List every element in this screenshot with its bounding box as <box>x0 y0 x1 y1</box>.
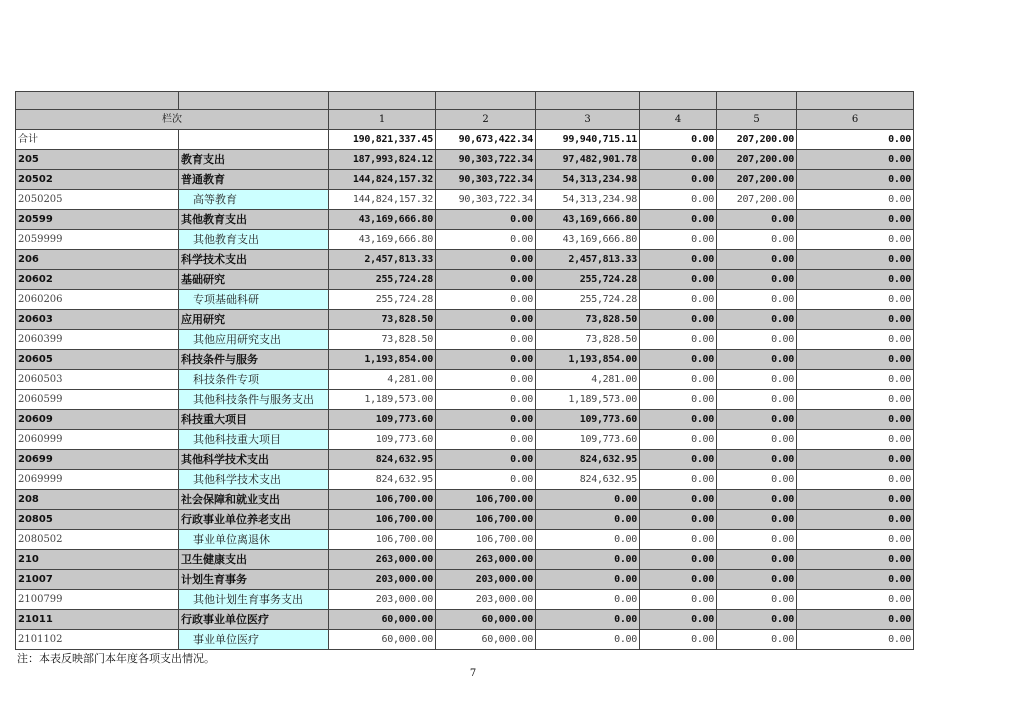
amount-cell-col-5: 0.00 <box>717 590 797 610</box>
subject-name-cell: 计划生育事务 <box>179 570 329 590</box>
amount-cell-col-5: 0.00 <box>717 510 797 530</box>
amount-cell-col-5: 0.00 <box>717 430 797 450</box>
subject-code-cell: 2060999 <box>16 430 179 450</box>
category-row <box>16 490 914 510</box>
blank-cell <box>640 92 717 110</box>
subject-code-cell: 21007 <box>16 570 179 590</box>
subject-name-cell: 普通教育 <box>179 170 329 190</box>
category-row <box>16 170 914 190</box>
category-row <box>16 610 914 630</box>
amount-cell-col-2: 0.00 <box>436 310 536 330</box>
amount-cell-col-5: 207,200.00 <box>717 190 797 210</box>
subject-code-cell: 2100799 <box>16 590 179 610</box>
amount-cell-col-4: 0.00 <box>640 530 717 550</box>
subject-name-cell: 社会保障和就业支出 <box>179 490 329 510</box>
subject-name-cell: 科学技术支出 <box>179 250 329 270</box>
subject-name-cell: 行政事业单位养老支出 <box>179 510 329 530</box>
blank-cell <box>179 92 329 110</box>
amount-cell-col-1: 109,773.60 <box>329 410 436 430</box>
amount-cell-col-5: 0.00 <box>717 210 797 230</box>
amount-cell-col-2: 263,000.00 <box>436 550 536 570</box>
item-row <box>16 470 914 490</box>
amount-cell-col-3: 255,724.28 <box>536 290 640 310</box>
amount-cell-col-6: 0.00 <box>797 390 914 410</box>
amount-cell-col-1: 43,169,666.80 <box>329 210 436 230</box>
amount-cell-col-4: 0.00 <box>640 630 717 650</box>
subject-name-cell: 其他科技重大项目 <box>179 430 329 450</box>
subject-name-cell: 科技条件与服务 <box>179 350 329 370</box>
amount-cell-col-3: 0.00 <box>536 570 640 590</box>
amount-cell-col-1: 190,821,337.45 <box>329 130 436 150</box>
blank-cell <box>797 92 914 110</box>
amount-cell-col-6: 0.00 <box>797 510 914 530</box>
item-row <box>16 230 914 250</box>
amount-cell-col-1: 187,993,824.12 <box>329 150 436 170</box>
amount-cell-col-1: 263,000.00 <box>329 550 436 570</box>
amount-cell-col-5: 0.00 <box>717 370 797 390</box>
amount-cell-col-5: 0.00 <box>717 390 797 410</box>
category-row <box>16 150 914 170</box>
amount-cell-col-4: 0.00 <box>640 190 717 210</box>
amount-cell-col-6: 0.00 <box>797 190 914 210</box>
category-row <box>16 510 914 530</box>
amount-cell-col-6: 0.00 <box>797 210 914 230</box>
amount-cell-col-2: 0.00 <box>436 350 536 370</box>
amount-cell-col-6: 0.00 <box>797 310 914 330</box>
amount-cell-col-1: 1,193,854.00 <box>329 350 436 370</box>
table-footnote: 注：本表反映部门本年度各项支出情况。 <box>17 652 215 665</box>
column-number-2: 2 <box>436 110 536 130</box>
amount-cell-col-5: 0.00 <box>717 330 797 350</box>
amount-cell-col-4: 0.00 <box>640 490 717 510</box>
amount-cell-col-6: 0.00 <box>797 350 914 370</box>
amount-cell-col-2: 60,000.00 <box>436 610 536 630</box>
item-row <box>16 430 914 450</box>
subject-name-cell: 教育支出 <box>179 150 329 170</box>
subject-code-cell: 2101102 <box>16 630 179 650</box>
subject-code-cell: 2060503 <box>16 370 179 390</box>
subject-code-cell: 20609 <box>16 410 179 430</box>
amount-cell-col-1: 109,773.60 <box>329 430 436 450</box>
amount-cell-col-3: 73,828.50 <box>536 330 640 350</box>
amount-cell-col-6: 0.00 <box>797 450 914 470</box>
amount-cell-col-4: 0.00 <box>640 350 717 370</box>
subject-code-cell: 205 <box>16 150 179 170</box>
subject-code-cell: 2069999 <box>16 470 179 490</box>
amount-cell-col-2: 203,000.00 <box>436 590 536 610</box>
blank-cell <box>717 92 797 110</box>
amount-cell-col-5: 0.00 <box>717 470 797 490</box>
amount-cell-col-3: 54,313,234.98 <box>536 190 640 210</box>
amount-cell-col-2: 0.00 <box>436 230 536 250</box>
amount-cell-col-2: 90,673,422.34 <box>436 130 536 150</box>
amount-cell-col-3: 0.00 <box>536 630 640 650</box>
amount-cell-col-1: 60,000.00 <box>329 610 436 630</box>
blank-header-row <box>16 92 914 110</box>
amount-cell-col-6: 0.00 <box>797 230 914 250</box>
expenditure-table <box>15 91 914 650</box>
amount-cell-col-5: 207,200.00 <box>717 150 797 170</box>
amount-cell-col-2: 90,303,722.34 <box>436 170 536 190</box>
amount-cell-col-4: 0.00 <box>640 130 717 150</box>
category-row <box>16 570 914 590</box>
amount-cell-col-2: 0.00 <box>436 430 536 450</box>
amount-cell-col-5: 0.00 <box>717 410 797 430</box>
amount-cell-col-4: 0.00 <box>640 170 717 190</box>
amount-cell-col-1: 144,824,157.32 <box>329 190 436 210</box>
category-row <box>16 350 914 370</box>
amount-cell-col-6: 0.00 <box>797 270 914 290</box>
blank-cell <box>436 92 536 110</box>
category-row <box>16 410 914 430</box>
subject-code-cell: 2060206 <box>16 290 179 310</box>
amount-cell-col-6: 0.00 <box>797 430 914 450</box>
amount-cell-col-2: 203,000.00 <box>436 570 536 590</box>
subject-code-cell: 2060599 <box>16 390 179 410</box>
amount-cell-col-3: 824,632.95 <box>536 450 640 470</box>
subject-name-cell: 事业单位离退休 <box>179 530 329 550</box>
amount-cell-col-6: 0.00 <box>797 470 914 490</box>
amount-cell-col-3: 109,773.60 <box>536 430 640 450</box>
subject-name-cell: 其他科学技术支出 <box>179 470 329 490</box>
item-row <box>16 290 914 310</box>
amount-cell-col-1: 203,000.00 <box>329 570 436 590</box>
amount-cell-col-2: 106,700.00 <box>436 490 536 510</box>
subject-name-cell: 基础研究 <box>179 270 329 290</box>
amount-cell-col-6: 0.00 <box>797 630 914 650</box>
amount-cell-col-4: 0.00 <box>640 270 717 290</box>
item-row <box>16 630 914 650</box>
amount-cell-col-5: 0.00 <box>717 230 797 250</box>
amount-cell-col-5: 0.00 <box>717 630 797 650</box>
amount-cell-col-3: 0.00 <box>536 610 640 630</box>
page-number: 7 <box>469 668 477 679</box>
amount-cell-col-2: 106,700.00 <box>436 530 536 550</box>
item-row <box>16 590 914 610</box>
table-body <box>16 92 914 650</box>
subject-code-cell: 20805 <box>16 510 179 530</box>
amount-cell-col-4: 0.00 <box>640 550 717 570</box>
column-number-1: 1 <box>329 110 436 130</box>
subject-name-cell: 事业单位医疗 <box>179 630 329 650</box>
amount-cell-col-6: 0.00 <box>797 130 914 150</box>
subject-name-cell: 行政事业单位医疗 <box>179 610 329 630</box>
item-row <box>16 190 914 210</box>
amount-cell-col-5: 0.00 <box>717 550 797 570</box>
column-number-5: 5 <box>717 110 797 130</box>
amount-cell-col-3: 54,313,234.98 <box>536 170 640 190</box>
amount-cell-col-4: 0.00 <box>640 370 717 390</box>
amount-cell-col-3: 43,169,666.80 <box>536 210 640 230</box>
subject-name-cell: 其他教育支出 <box>179 230 329 250</box>
amount-cell-col-2: 0.00 <box>436 390 536 410</box>
amount-cell-col-6: 0.00 <box>797 550 914 570</box>
amount-cell-col-6: 0.00 <box>797 490 914 510</box>
amount-cell-col-2: 0.00 <box>436 330 536 350</box>
category-row <box>16 270 914 290</box>
amount-cell-col-6: 0.00 <box>797 590 914 610</box>
amount-cell-col-6: 0.00 <box>797 250 914 270</box>
amount-cell-col-2: 0.00 <box>436 270 536 290</box>
amount-cell-col-5: 207,200.00 <box>717 170 797 190</box>
amount-cell-col-1: 106,700.00 <box>329 490 436 510</box>
subject-code-cell: 20603 <box>16 310 179 330</box>
amount-cell-col-5: 0.00 <box>717 270 797 290</box>
blank-cell <box>536 92 640 110</box>
column-number-6: 6 <box>797 110 914 130</box>
subject-name-cell: 科技重大项目 <box>179 410 329 430</box>
amount-cell-col-3: 1,193,854.00 <box>536 350 640 370</box>
category-row <box>16 550 914 570</box>
amount-cell-col-5: 0.00 <box>717 490 797 510</box>
subject-code-cell: 20605 <box>16 350 179 370</box>
subject-name-cell: 其他科学技术支出 <box>179 450 329 470</box>
amount-cell-col-3: 97,482,901.78 <box>536 150 640 170</box>
amount-cell-col-3: 0.00 <box>536 590 640 610</box>
amount-cell-col-5: 0.00 <box>717 450 797 470</box>
subject-code-cell: 合计 <box>16 130 179 150</box>
subject-name-cell: 其他科技条件与服务支出 <box>179 390 329 410</box>
amount-cell-col-4: 0.00 <box>640 330 717 350</box>
amount-cell-col-4: 0.00 <box>640 430 717 450</box>
amount-cell-col-1: 255,724.28 <box>329 270 436 290</box>
category-row <box>16 310 914 330</box>
amount-cell-col-3: 0.00 <box>536 510 640 530</box>
subject-code-cell: 21011 <box>16 610 179 630</box>
amount-cell-col-6: 0.00 <box>797 530 914 550</box>
amount-cell-col-2: 0.00 <box>436 290 536 310</box>
amount-cell-col-5: 0.00 <box>717 570 797 590</box>
category-row <box>16 450 914 470</box>
amount-cell-col-3: 43,169,666.80 <box>536 230 640 250</box>
amount-cell-col-3: 99,940,715.11 <box>536 130 640 150</box>
subject-code-cell: 20602 <box>16 270 179 290</box>
category-row <box>16 210 914 230</box>
amount-cell-col-1: 203,000.00 <box>329 590 436 610</box>
amount-cell-col-1: 106,700.00 <box>329 530 436 550</box>
amount-cell-col-6: 0.00 <box>797 150 914 170</box>
amount-cell-col-4: 0.00 <box>640 150 717 170</box>
amount-cell-col-2: 0.00 <box>436 470 536 490</box>
amount-cell-col-4: 0.00 <box>640 570 717 590</box>
amount-cell-col-3: 109,773.60 <box>536 410 640 430</box>
column-number-row <box>16 110 914 130</box>
amount-cell-col-1: 43,169,666.80 <box>329 230 436 250</box>
amount-cell-col-2: 0.00 <box>436 450 536 470</box>
amount-cell-col-1: 824,632.95 <box>329 450 436 470</box>
amount-cell-col-1: 144,824,157.32 <box>329 170 436 190</box>
amount-cell-col-6: 0.00 <box>797 610 914 630</box>
subject-code-cell: 208 <box>16 490 179 510</box>
amount-cell-col-1: 106,700.00 <box>329 510 436 530</box>
subject-name-cell: 高等教育 <box>179 190 329 210</box>
amount-cell-col-2: 60,000.00 <box>436 630 536 650</box>
subject-code-cell: 20502 <box>16 170 179 190</box>
amount-cell-col-6: 0.00 <box>797 370 914 390</box>
amount-cell-col-3: 1,189,573.00 <box>536 390 640 410</box>
item-row <box>16 330 914 350</box>
amount-cell-col-2: 90,303,722.34 <box>436 150 536 170</box>
amount-cell-col-2: 0.00 <box>436 410 536 430</box>
column-label-header: 栏次 <box>16 110 329 130</box>
subject-code-cell: 2080502 <box>16 530 179 550</box>
column-number-3: 3 <box>536 110 640 130</box>
subject-name-cell: 应用研究 <box>179 310 329 330</box>
amount-cell-col-1: 60,000.00 <box>329 630 436 650</box>
subject-code-cell: 20599 <box>16 210 179 230</box>
item-row <box>16 390 914 410</box>
amount-cell-col-1: 255,724.28 <box>329 290 436 310</box>
category-row <box>16 250 914 270</box>
amount-cell-col-2: 0.00 <box>436 370 536 390</box>
subject-name-cell: 其他应用研究支出 <box>179 330 329 350</box>
blank-cell <box>329 92 436 110</box>
amount-cell-col-1: 73,828.50 <box>329 310 436 330</box>
subject-name-cell: 卫生健康支出 <box>179 550 329 570</box>
amount-cell-col-4: 0.00 <box>640 390 717 410</box>
amount-cell-col-6: 0.00 <box>797 290 914 310</box>
amount-cell-col-3: 255,724.28 <box>536 270 640 290</box>
subject-name-cell <box>179 130 329 150</box>
amount-cell-col-5: 0.00 <box>717 250 797 270</box>
amount-cell-col-2: 90,303,722.34 <box>436 190 536 210</box>
item-row <box>16 530 914 550</box>
subject-code-cell: 20699 <box>16 450 179 470</box>
amount-cell-col-5: 0.00 <box>717 610 797 630</box>
amount-cell-col-4: 0.00 <box>640 250 717 270</box>
amount-cell-col-3: 0.00 <box>536 550 640 570</box>
amount-cell-col-4: 0.00 <box>640 450 717 470</box>
amount-cell-col-4: 0.00 <box>640 470 717 490</box>
amount-cell-col-1: 73,828.50 <box>329 330 436 350</box>
amount-cell-col-6: 0.00 <box>797 410 914 430</box>
amount-cell-col-4: 0.00 <box>640 210 717 230</box>
subject-code-cell: 2059999 <box>16 230 179 250</box>
amount-cell-col-4: 0.00 <box>640 290 717 310</box>
amount-cell-col-1: 4,281.00 <box>329 370 436 390</box>
amount-cell-col-2: 0.00 <box>436 250 536 270</box>
subject-name-cell: 其他计划生育事务支出 <box>179 590 329 610</box>
amount-cell-col-3: 4,281.00 <box>536 370 640 390</box>
subject-name-cell: 其他教育支出 <box>179 210 329 230</box>
amount-cell-col-5: 0.00 <box>717 310 797 330</box>
amount-cell-col-6: 0.00 <box>797 170 914 190</box>
amount-cell-col-4: 0.00 <box>640 610 717 630</box>
amount-cell-col-2: 106,700.00 <box>436 510 536 530</box>
amount-cell-col-3: 824,632.95 <box>536 470 640 490</box>
amount-cell-col-4: 0.00 <box>640 230 717 250</box>
amount-cell-col-1: 824,632.95 <box>329 470 436 490</box>
amount-cell-col-2: 0.00 <box>436 210 536 230</box>
column-number-4: 4 <box>640 110 717 130</box>
amount-cell-col-5: 0.00 <box>717 350 797 370</box>
amount-cell-col-4: 0.00 <box>640 590 717 610</box>
amount-cell-col-4: 0.00 <box>640 410 717 430</box>
subject-code-cell: 2060399 <box>16 330 179 350</box>
amount-cell-col-6: 0.00 <box>797 330 914 350</box>
amount-cell-col-4: 0.00 <box>640 510 717 530</box>
amount-cell-col-5: 207,200.00 <box>717 130 797 150</box>
subject-code-cell: 210 <box>16 550 179 570</box>
amount-cell-col-1: 2,457,813.33 <box>329 250 436 270</box>
amount-cell-col-1: 1,189,573.00 <box>329 390 436 410</box>
amount-cell-col-3: 2,457,813.33 <box>536 250 640 270</box>
amount-cell-col-5: 0.00 <box>717 530 797 550</box>
total-row <box>16 130 914 150</box>
item-row <box>16 370 914 390</box>
amount-cell-col-3: 73,828.50 <box>536 310 640 330</box>
subject-name-cell: 专项基础科研 <box>179 290 329 310</box>
blank-cell <box>16 92 179 110</box>
amount-cell-col-4: 0.00 <box>640 310 717 330</box>
subject-code-cell: 2050205 <box>16 190 179 210</box>
subject-code-cell: 206 <box>16 250 179 270</box>
amount-cell-col-3: 0.00 <box>536 490 640 510</box>
amount-cell-col-3: 0.00 <box>536 530 640 550</box>
amount-cell-col-6: 0.00 <box>797 570 914 590</box>
amount-cell-col-5: 0.00 <box>717 290 797 310</box>
subject-name-cell: 科技条件专项 <box>179 370 329 390</box>
